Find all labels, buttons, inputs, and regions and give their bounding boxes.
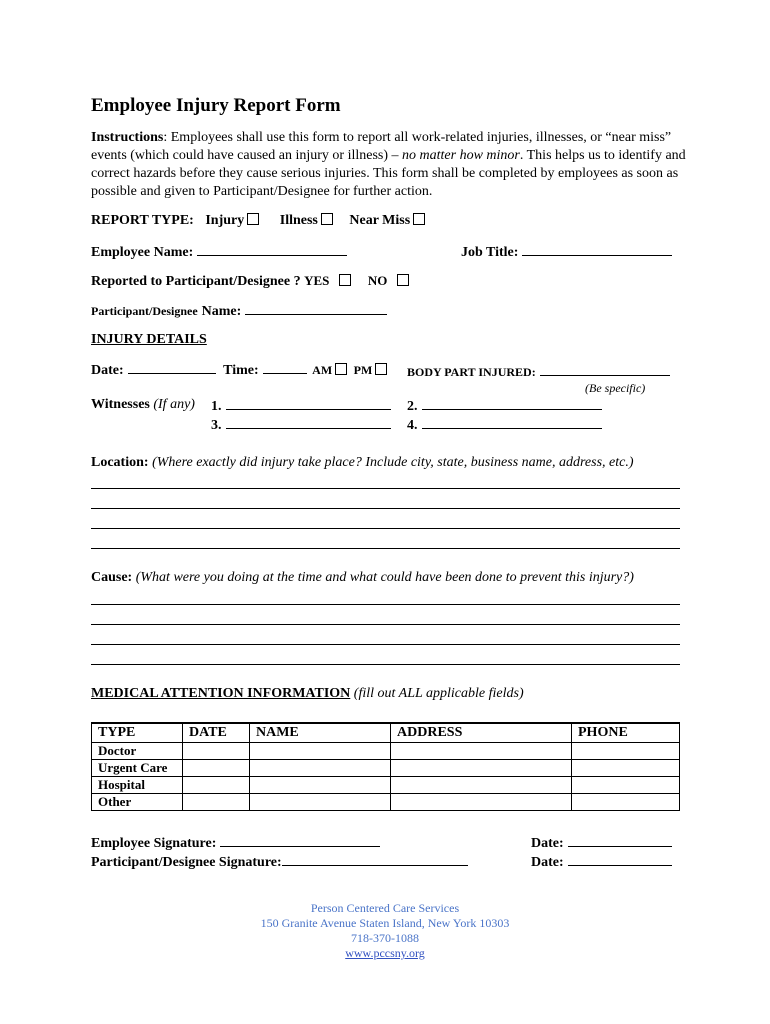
medical-heading: MEDICAL ATTENTION INFORMATION	[91, 686, 351, 701]
location-line-2[interactable]	[91, 508, 680, 509]
witness-2	[407, 397, 602, 415]
doctor-name-cell[interactable]	[250, 743, 391, 760]
instructions-emphasis: no matter how minor	[402, 148, 520, 163]
hospital-date-cell[interactable]	[183, 777, 250, 794]
other-date-cell[interactable]	[183, 794, 250, 811]
row-type-urgent-care: Urgent Care	[92, 760, 183, 777]
doctor-date-cell[interactable]	[183, 743, 250, 760]
footer-phone: 718-370-1088	[351, 931, 419, 945]
witness-1-field[interactable]	[226, 397, 391, 410]
cause-label: Cause:	[91, 570, 133, 585]
other-name-cell[interactable]	[250, 794, 391, 811]
designee-date-label: Date:	[531, 855, 564, 870]
employee-name-label: Employee Name:	[91, 245, 194, 260]
pm-checkbox[interactable]	[375, 363, 387, 375]
instructions-text-1: : Employees shall use this form to report all work-related injuries, illnesses, or “near miss” events (which could have caused an injury or illness) –	[91, 130, 672, 163]
employee-date-label: Date:	[531, 836, 564, 851]
reported-row	[91, 273, 412, 290]
witness-1	[211, 397, 391, 415]
location-row	[91, 455, 634, 471]
urgent-care-address-cell[interactable]	[391, 760, 572, 777]
table-row	[92, 760, 680, 777]
form-title: Employee Injury Report Form	[91, 95, 341, 116]
col-type: TYPE	[92, 723, 183, 743]
designee-name-label: Name:	[201, 304, 242, 319]
cause-line-1[interactable]	[91, 604, 680, 605]
doctor-address-cell[interactable]	[391, 743, 572, 760]
witness-3-field[interactable]	[226, 416, 391, 429]
job-title-row	[461, 243, 672, 261]
urgent-care-date-cell[interactable]	[183, 760, 250, 777]
body-part-field[interactable]	[540, 363, 670, 376]
employee-signature-label: Employee Signature:	[91, 836, 217, 851]
instructions	[91, 129, 689, 201]
near-miss-checkbox[interactable]	[413, 213, 425, 225]
cause-line-2[interactable]	[91, 624, 680, 625]
location-line-1[interactable]	[91, 488, 680, 489]
witness-2-field[interactable]	[422, 397, 602, 410]
hospital-phone-cell[interactable]	[572, 777, 680, 794]
injury-details-heading: INJURY DETAILS	[91, 332, 207, 347]
witness-3-number: 3.	[211, 418, 222, 433]
medical-note: (fill out ALL applicable fields)	[353, 686, 524, 701]
col-address: ADDRESS	[391, 723, 572, 743]
employee-name-row	[91, 243, 347, 261]
reported-no-label: NO	[367, 273, 388, 288]
location-label: Location:	[91, 455, 149, 470]
table-row	[92, 794, 680, 811]
table-row	[92, 743, 680, 760]
footer-org: Person Centered Care Services	[310, 901, 460, 915]
location-line-4[interactable]	[91, 548, 680, 549]
job-title-label: Job Title:	[461, 245, 519, 260]
cause-line-3[interactable]	[91, 644, 680, 645]
footer-address: 150 Granite Avenue Staten Island, New York 10303	[260, 916, 510, 930]
location-line-3[interactable]	[91, 528, 680, 529]
witness-1-number: 1.	[211, 399, 222, 414]
reported-no-checkbox[interactable]	[397, 274, 409, 286]
cause-line-4[interactable]	[91, 664, 680, 665]
location-prompt: (Where exactly did injury take place? Include city, state, business name, address, etc.)	[152, 455, 634, 470]
col-phone: PHONE	[572, 723, 680, 743]
witness-4	[407, 416, 602, 434]
report-type-row	[91, 213, 428, 229]
witnesses-note: (If any)	[153, 397, 195, 412]
illness-checkbox[interactable]	[321, 213, 333, 225]
employee-date-row	[531, 834, 672, 852]
medical-table	[91, 722, 680, 811]
witnesses-label: Witnesses	[91, 397, 150, 412]
report-type-near-miss-label: Near Miss	[349, 213, 411, 228]
urgent-care-name-cell[interactable]	[250, 760, 391, 777]
designee-date-field[interactable]	[568, 853, 672, 866]
footer-website-link[interactable]: www.pccsny.org	[345, 946, 425, 960]
designee-label-small: Participant/Designee	[91, 304, 198, 318]
medical-table-header	[92, 723, 680, 743]
pm-label: PM	[353, 363, 373, 377]
hospital-name-cell[interactable]	[250, 777, 391, 794]
report-type-label: REPORT TYPE:	[91, 213, 194, 228]
report-type-injury-label: Injury	[205, 213, 245, 228]
designee-signature-label: Participant/Designee Signature:	[91, 855, 282, 870]
am-checkbox[interactable]	[335, 363, 347, 375]
medical-heading-row	[91, 686, 524, 702]
body-part-label: BODY PART INJURED:	[407, 365, 536, 379]
date-time-row	[91, 361, 390, 379]
am-label: AM	[312, 363, 333, 377]
employee-date-field[interactable]	[568, 834, 672, 847]
designee-signature-row	[91, 853, 468, 871]
reported-yes-label: YES	[304, 273, 330, 288]
urgent-care-phone-cell[interactable]	[572, 760, 680, 777]
body-part-row	[407, 363, 670, 380]
col-name: NAME	[250, 723, 391, 743]
employee-signature-row	[91, 834, 380, 852]
cause-prompt: (What were you doing at the time and what could have been done to prevent this injury?)	[135, 570, 634, 585]
other-phone-cell[interactable]	[572, 794, 680, 811]
other-address-cell[interactable]	[391, 794, 572, 811]
witness-4-field[interactable]	[422, 416, 602, 429]
witness-4-number: 4.	[407, 418, 418, 433]
body-part-note: (Be specific)	[585, 381, 646, 395]
table-row	[92, 777, 680, 794]
injury-time-label: Time:	[223, 363, 259, 378]
designee-date-row	[531, 853, 672, 871]
witnesses-row-1	[91, 397, 195, 413]
footer	[0, 901, 770, 961]
injury-date-field[interactable]	[128, 361, 216, 374]
injury-date-label: Date:	[91, 363, 124, 378]
instructions-label: Instructions	[91, 130, 164, 145]
designee-signature-field[interactable]	[282, 853, 468, 866]
reported-yes-checkbox[interactable]	[339, 274, 351, 286]
instructions-text-2: . This helps us to identify and correct hazards before they cause serious injuries. This form shall be completed by employees as soon as possible and given to Participant/Designee for further action.	[91, 148, 686, 199]
hospital-address-cell[interactable]	[391, 777, 572, 794]
row-type-hospital: Hospital	[92, 777, 183, 794]
injury-checkbox[interactable]	[247, 213, 259, 225]
witness-3	[211, 416, 391, 434]
employee-name-field[interactable]	[197, 243, 347, 256]
cause-row	[91, 570, 634, 586]
reported-label: Reported to Participant/Designee ?	[91, 274, 301, 289]
designee-name-field[interactable]	[245, 302, 387, 315]
job-title-field[interactable]	[522, 243, 672, 256]
row-type-other: Other	[92, 794, 183, 811]
row-type-doctor: Doctor	[92, 743, 183, 760]
witness-2-number: 2.	[407, 399, 418, 414]
injury-time-field[interactable]	[263, 361, 307, 374]
employee-signature-field[interactable]	[220, 834, 380, 847]
col-date: DATE	[183, 723, 250, 743]
doctor-phone-cell[interactable]	[572, 743, 680, 760]
report-type-illness-label: Illness	[279, 213, 318, 228]
designee-name-row	[91, 302, 387, 320]
